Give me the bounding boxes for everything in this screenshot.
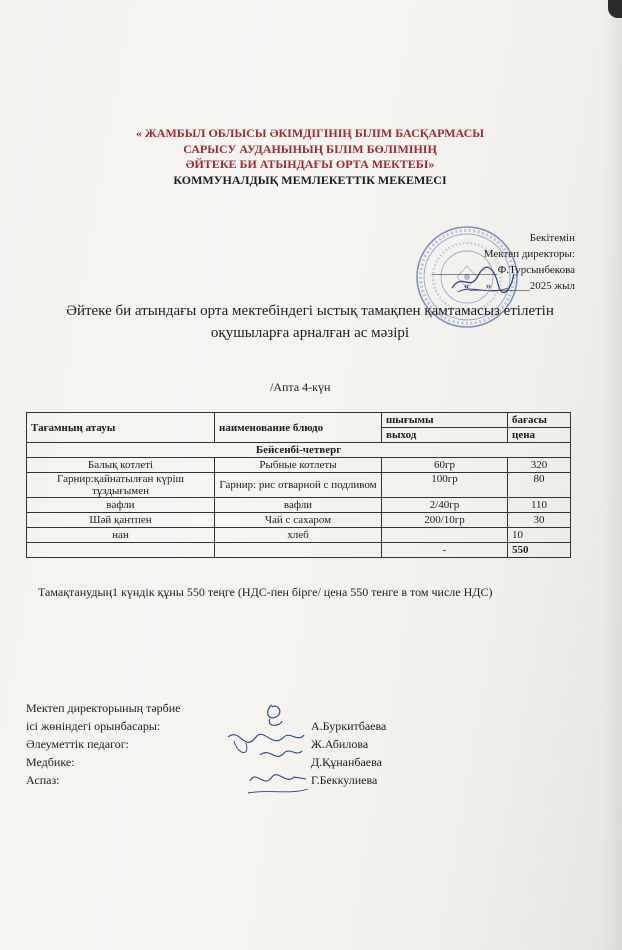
- signature-role: Аспаз:: [26, 773, 60, 787]
- header-ru-name: наименование блюдо: [215, 413, 382, 443]
- cell-price: 110: [508, 498, 571, 513]
- header-line-3: ӘЙТЕКЕ БИ АТЫНДАҒЫ ОРТА МЕКТЕБІ»: [185, 157, 435, 171]
- signature-role: Медбике:: [26, 755, 75, 769]
- table-row: [27, 528, 571, 543]
- header-line-2: САРЫСУ АУДАНЫНЫҢ БІЛІМ БӨЛІМІНІҢ: [183, 141, 437, 156]
- signature-row: [26, 699, 586, 717]
- cell-yield: 200/10гр: [382, 513, 508, 528]
- total-empty-2: [215, 543, 382, 558]
- cell-price: 30: [508, 513, 571, 528]
- title-line-1: Әйтеке би атындағы орта мектебіндегі ыстық тамақпен қамтамасыз етілетін: [66, 303, 554, 319]
- day-label: /Апта 4-күн: [270, 380, 331, 394]
- approval-line-1: Бекітемін: [529, 232, 575, 244]
- signature-role: Әлеуметтік педагог:: [26, 737, 129, 751]
- table-header-row: [27, 413, 571, 428]
- signature-name: Ж.Абилова: [311, 737, 369, 751]
- signature-name: Д.Құнанбаева: [311, 755, 382, 769]
- cell-yield: 100гр: [382, 473, 508, 498]
- cell-kz: нан: [27, 528, 215, 543]
- cell-ru: вафли: [215, 498, 382, 513]
- header-price-ru: цена: [508, 428, 571, 443]
- day-cell: Бейсенбі-четверг: [27, 443, 571, 458]
- day-row: [27, 443, 571, 458]
- menu-table: [26, 412, 571, 558]
- menu-title: [40, 300, 580, 344]
- signature-role: Мектеп директорының тәрбие: [26, 701, 181, 715]
- signature-row: [26, 735, 586, 753]
- signature-role: ісі жөніндегі орынбасары:: [26, 719, 161, 733]
- cell-yield: [382, 528, 508, 543]
- signature-name: Г.Беккулиева: [311, 773, 378, 787]
- approval-year: 2025 жыл: [529, 280, 575, 292]
- header-line-1: « ЖАМБЫЛ ОБЛЫСЫ ӘКІМДІГІНІҢ БІЛІМ БАСҚАРМАСЫ: [135, 126, 485, 140]
- cell-kz: Балық котлеті: [27, 458, 215, 473]
- table-row: [27, 473, 571, 498]
- approval-line-2: Мектеп директоры:: [483, 248, 575, 260]
- signature-name: А.Буркитбаева: [311, 719, 387, 733]
- cell-ru: Рыбные котлеты: [215, 458, 382, 473]
- header-price-kz: бағасы: [508, 413, 571, 428]
- cell-kz: Шәй қантпен: [27, 513, 215, 528]
- table-row: [27, 513, 571, 528]
- total-row: [27, 543, 571, 558]
- header-line-4: КОММУНАЛДЫҚ МЕМЛЕКЕТТІК МЕКЕМЕСІ: [173, 172, 447, 187]
- total-yield-cell: -: [382, 543, 508, 558]
- header-yield-kz: шығымы: [382, 413, 508, 428]
- cell-price: 80: [508, 473, 571, 498]
- total-empty-1: [27, 543, 215, 558]
- cell-ru: Гарнир: рис отварной с подливом: [215, 473, 382, 498]
- approval-line-4: «___»_______2025 жыл: [463, 280, 575, 292]
- signature-row: [26, 717, 586, 735]
- cell-yield: 60гр: [382, 458, 508, 473]
- cell-price: 320: [508, 458, 571, 473]
- total-price-cell: 550: [508, 543, 571, 558]
- cell-yield: 2/40гр: [382, 498, 508, 513]
- table-row: [27, 458, 571, 473]
- institution-header: [60, 126, 560, 188]
- cell-kz: Гарнир:қайнатылған күріш тұздығымен: [27, 473, 215, 498]
- title-line-2: оқушыларға арналған ас мәзірі: [210, 325, 410, 341]
- director-name: Ф.Турсынбекова: [497, 264, 575, 276]
- signature-row: [26, 753, 586, 771]
- cell-kz: вафли: [27, 498, 215, 513]
- approval-block: [405, 230, 575, 294]
- paper-shadow: [604, 0, 622, 950]
- signature-row: [26, 771, 586, 789]
- signature-block: [26, 699, 586, 789]
- cell-price: 10: [508, 528, 571, 543]
- table-row: [27, 498, 571, 513]
- header-yield-ru: выход: [382, 428, 508, 443]
- header-kz-name: Тағамның атауы: [27, 413, 215, 443]
- cell-ru: Чай с сахаром: [215, 513, 382, 528]
- daily-cost-note: Тамақтанудың1 күндік құны 550 теңге (НДС-пен бірге/ цена 550 тенге в том числе НДС): [38, 585, 493, 599]
- approval-line-3: ____________Ф.Турсынбекова: [431, 264, 575, 276]
- cell-ru: хлеб: [215, 528, 382, 543]
